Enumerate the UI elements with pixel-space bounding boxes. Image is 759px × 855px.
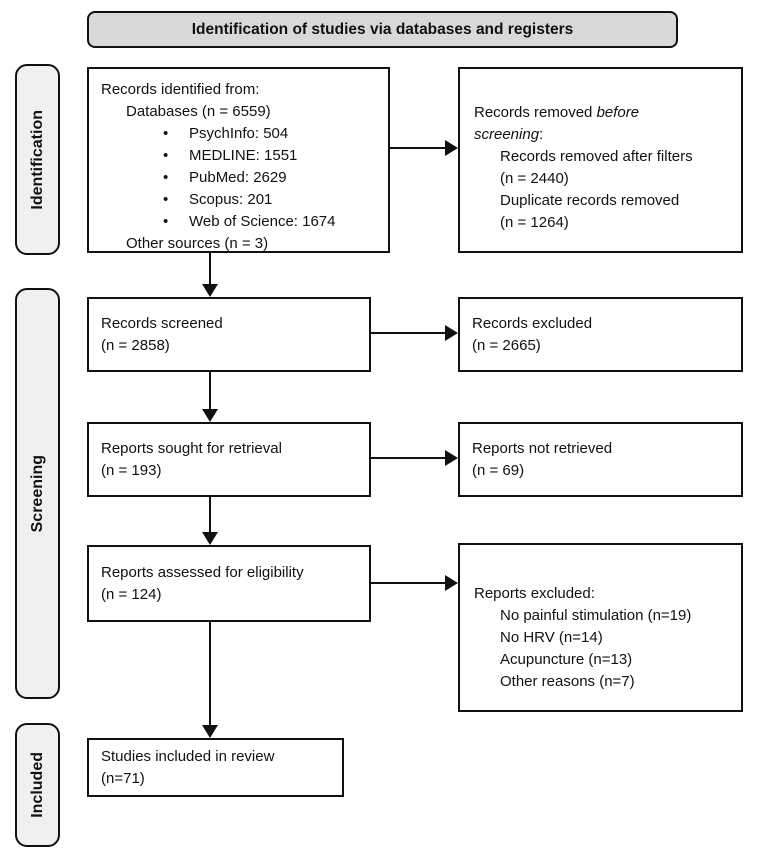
box-records-identified — [87, 67, 390, 253]
records-removed-title-italic1: before — [596, 104, 640, 121]
reports-assessed-count: (n = 124) — [101, 585, 162, 603]
reports-not-retrieved-count: (n = 69) — [472, 461, 525, 479]
arrow-sought-to-not-retrieved — [371, 450, 458, 466]
records-identified-intro: Records identified from: — [101, 81, 260, 98]
records-removed-title-line1 — [474, 102, 735, 124]
arrow-identified-to-screened — [202, 253, 218, 297]
arrow-assessed-to-included — [202, 622, 218, 738]
arrow-shaft — [390, 147, 448, 150]
arrow-assessed-to-reports-excluded — [371, 575, 458, 591]
arrow-head-right-icon — [445, 450, 458, 466]
records-identified-databases: Databases (n = 6559) — [126, 103, 271, 120]
database-item-text: PubMed: 2629 — [189, 169, 287, 186]
arrow-identified-to-removed — [390, 140, 458, 156]
reports-excluded-item: No HRV (n=14) — [500, 629, 603, 646]
reports-sought-count: (n = 193) — [101, 461, 162, 479]
stage-label-identification-text: Identification — [28, 109, 46, 210]
arrow-sought-to-assessed — [202, 497, 218, 545]
arrow-shaft — [371, 332, 448, 335]
records-excluded-count: (n = 2665) — [472, 336, 541, 354]
stage-label-included-text: Included — [28, 752, 46, 818]
arrow-head-right-icon — [445, 140, 458, 156]
reports-not-retrieved-title: Reports not retrieved — [472, 439, 613, 457]
stage-label-included — [15, 723, 60, 847]
box-records-screened — [87, 297, 371, 372]
database-item-text: MEDLINE: 1551 — [189, 147, 298, 164]
box-records-removed — [458, 67, 743, 253]
box-reports-sought — [87, 422, 371, 497]
records-removed-item: Records removed after filters — [500, 148, 693, 165]
reports-excluded-title: Reports excluded: — [474, 585, 595, 602]
arrow-shaft — [209, 622, 212, 728]
records-screened-count: (n = 2858) — [101, 336, 170, 354]
stage-label-screening-text: Screening — [28, 454, 46, 533]
arrow-head-right-icon — [445, 325, 458, 341]
arrow-screened-to-sought — [202, 372, 218, 422]
header-banner — [87, 11, 678, 48]
arrow-shaft — [209, 372, 212, 412]
reports-sought-title: Reports sought for retrieval — [101, 439, 282, 457]
arrow-head-down-icon — [202, 284, 218, 297]
records-identified-other: Other sources (n = 3) — [126, 235, 269, 252]
reports-excluded-item: Acupuncture (n=13) — [500, 651, 633, 668]
arrow-screened-to-excluded — [371, 325, 458, 341]
stage-label-identification — [15, 64, 60, 255]
database-item-text: PsychInfo: 504 — [189, 125, 289, 142]
database-item-text: Scopus: 201 — [189, 191, 273, 208]
records-removed-title-italic2: screening — [474, 126, 540, 143]
reports-assessed-title: Reports assessed for eligibility — [101, 563, 304, 581]
records-excluded-title: Records excluded — [472, 314, 593, 332]
stage-label-screening — [15, 288, 60, 699]
studies-included-count: (n=71) — [101, 769, 145, 787]
arrow-head-down-icon — [202, 532, 218, 545]
database-item-text: Web of Science: 1674 — [189, 213, 336, 230]
studies-included-title: Studies included in review — [101, 747, 275, 765]
arrow-shaft — [371, 457, 448, 460]
records-removed-item: (n = 1264) — [500, 214, 569, 231]
database-item — [101, 145, 382, 167]
database-item — [101, 123, 382, 145]
records-removed-title-line2 — [474, 124, 735, 146]
arrow-head-down-icon — [202, 409, 218, 422]
arrow-head-down-icon — [202, 725, 218, 738]
arrow-shaft — [209, 253, 212, 287]
box-records-excluded — [458, 297, 743, 372]
header-title: Identification of studies via databases and registers — [191, 20, 574, 38]
records-removed-title-normal: Records removed — [474, 104, 597, 121]
arrow-shaft — [209, 497, 212, 535]
box-reports-excluded — [458, 543, 743, 712]
box-reports-assessed — [87, 545, 371, 622]
records-removed-item: Duplicate records removed — [500, 192, 680, 209]
reports-excluded-item: Other reasons (n=7) — [500, 673, 635, 690]
database-item — [101, 211, 382, 233]
database-item — [101, 189, 382, 211]
reports-excluded-item: No painful stimulation (n=19) — [500, 607, 692, 624]
database-item — [101, 167, 382, 189]
records-screened-title: Records screened — [101, 314, 223, 332]
box-studies-included — [87, 738, 344, 797]
box-reports-not-retrieved — [458, 422, 743, 497]
arrow-shaft — [371, 582, 448, 585]
arrow-head-right-icon — [445, 575, 458, 591]
records-removed-item: (n = 2440) — [500, 170, 569, 187]
records-removed-title-colon: : — [539, 126, 544, 143]
